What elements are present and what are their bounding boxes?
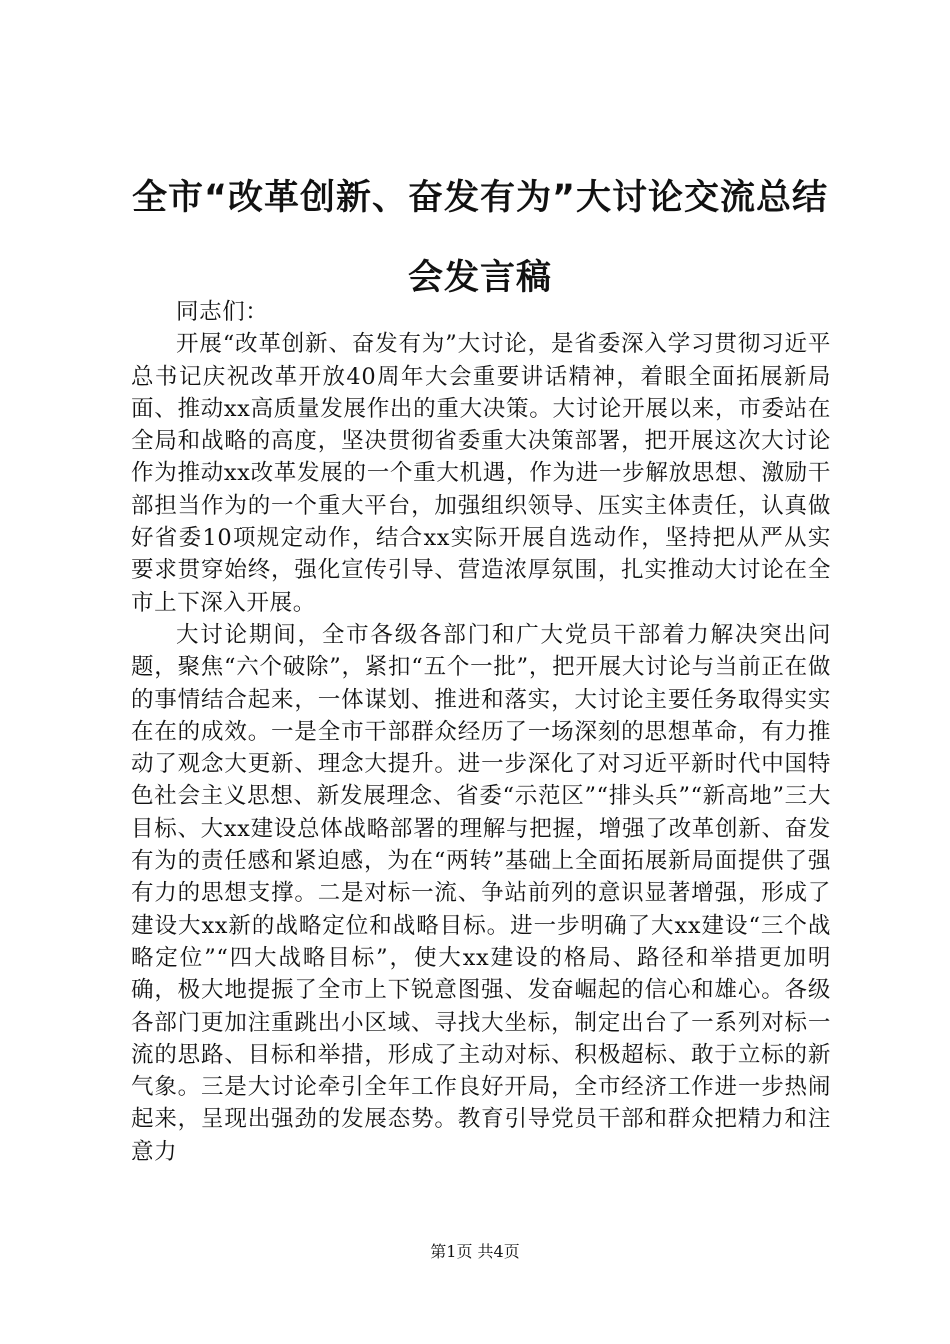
title-line-1: 全市“改革创新、奋发有为”大讨论交流总结 bbox=[131, 178, 828, 218]
paragraph-2: 大讨论期间，全市各级各部门和广大党员干部着力解决突出问题，聚焦“六个破除”，紧扣“五个一批”，把开展大讨论与当前正在做的事情结合起来，一体谋划、推进和落实，大讨论主要任务取得实实在在的成效。一是全市干部群众经历了一场深刻的思想革命，有力推动了观念大更新、理念大提升。进一步深化了对习近平新时代中国特色社会主义思想、新发展理念、省委“示范区”“排头兵”“新高地”三大目标、大xx建设总体战略部署的理解与把握，增强了改革创新、奋发有为的责任感和紧迫感，为在“两转”基础上全面拓展新局面提供了强有力的思想支撑。二是对标一流、争站前列的意识显著增强，形成了建设大xx新的战略定位和战略目标。进一步明确了大xx建设“三个战略定位”“四大战略目标”，使大xx建设的格局、路径和举措更加明确，极大地提振了全市上下锐意图强、发奋崛起的信心和雄心。各级各部门更加注重跳出小区域、寻找大坐标，制定出台了一系列对标一流的思路、目标和举措，形成了主动对标、积极超标、敢于立标的新气象。三是大讨论牵引全年工作良好开局，全市经济工作进一步热闹起来，呈现出强劲的发展态势。教育引导党员干部和群众把精力和注意力 bbox=[131, 621, 831, 1165]
salutation: 同志们： bbox=[176, 299, 269, 325]
document-title bbox=[110, 158, 850, 318]
page-number: 第1页 共4页 bbox=[430, 1242, 520, 1261]
page-footer bbox=[0, 1240, 950, 1264]
paragraph-1: 开展“改革创新、奋发有为”大讨论，是省委深入学习贯彻习近平总书记庆祝改革开放40周年大会重要讲话精神，着眼全面拓展新局面、推动xx高质量发展作出的重大决策。大讨论开展以来，市委站在全局和战略的高度，坚决贯彻省委重大决策部署，把开展这次大讨论作为推动xx改革发展的一个重大机遇，作为进一步解放思想、激励干部担当作为的一个重大平台，加强组织领导、压实主体责任，认真做好省委10项规定动作，结合xx实际开展自选动作，坚持把从严从实要求贯穿始终，强化宣传引导、营造浓厚氛围，扎实推动大讨论在全市上下深入开展。 bbox=[131, 331, 831, 616]
title-line-2: 会发言稿 bbox=[407, 258, 552, 298]
document-body bbox=[131, 296, 831, 1168]
